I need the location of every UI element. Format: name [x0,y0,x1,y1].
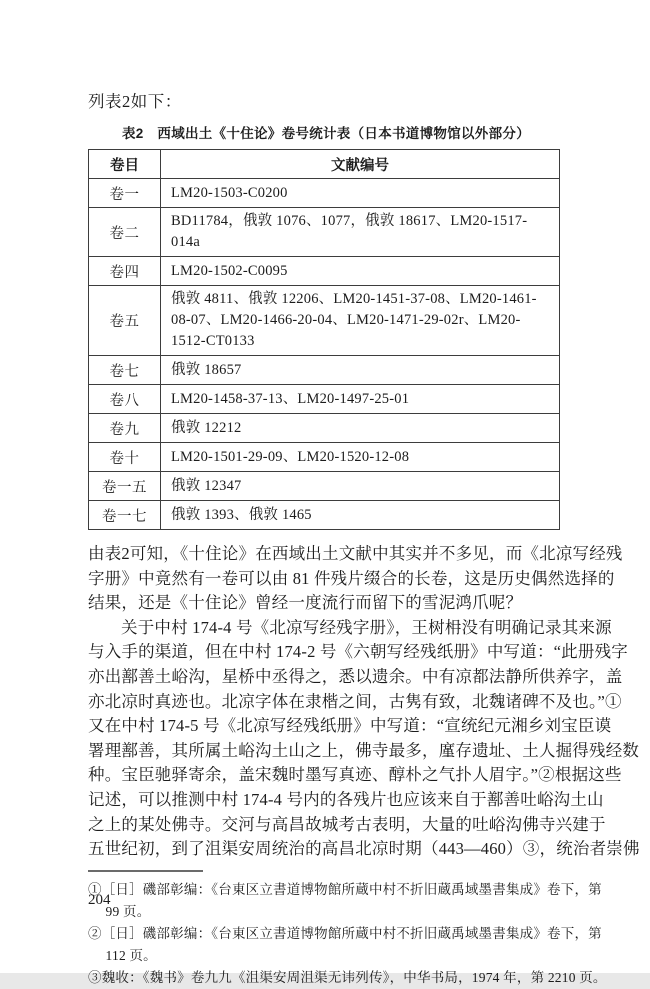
volume-cell: 卷四 [89,257,161,286]
volume-cell: 卷一五 [89,472,161,501]
table-caption: 表2 西域出土《十住论》卷号统计表（日本书道博物馆以外部分） [121,126,530,141]
paragraph-1-line: 由表2可知，《十住论》在西域出土文献中其实并不多见，而《北凉写经残 [88,544,623,563]
table-row [89,257,560,286]
volume-cell: 卷八 [89,385,161,414]
paragraph-2-line: 记述，可以推测中村 174-4 号内的各残片也应该来自于鄯善吐峪沟土山 [88,789,604,809]
ids-cell: 俄敦 12347 [161,472,560,501]
volume-cell: 卷七 [89,356,161,385]
paragraph-2-line: 亦出鄯善土峪沟，星桥中丞得之，悉以遗余。中有凉都法静所供养字，盖 [88,666,623,686]
table-row [89,414,560,443]
page-number: 204 [88,892,111,908]
paragraph-2-line: 五世纪初，到了沮渠安周统治的高昌北凉时期（443—460）③，统治者崇佛 [88,839,640,859]
table-row [89,443,560,472]
footnote-separator [88,870,203,872]
ids-cell: LM20-1501-29-09、LM20-1520-12-08 [161,443,560,472]
footnote-2-continuation: 112 页。 [105,947,157,963]
ids-cell: 俄敦 12212 [161,414,560,443]
paragraph-2-line: 之上的某处佛寺。交河与高昌故城考古表明，大量的吐峪沟佛寺兴建于 [88,814,606,834]
paragraph-2-line: 署理鄯善，其所属土峪沟土山之上，佛寺最多，廑存遗址、土人掘得残经数 [88,740,640,760]
ids-cell: 俄敦 18657 [161,356,560,385]
paragraph-1-line: 字册》中竟然有一卷可以由 81 件残片缀合的长卷，这是历史偶然选择的 [88,568,615,588]
intro-text: 列表2如下： [88,92,182,111]
table-row [89,179,560,208]
paragraph-2-line: 与入手的渠道，但在中村 174-2 号《六朝写经残纸册》中写道：“此册残字 [88,642,628,662]
col-header-volume: 卷目 [89,150,161,179]
paragraph-1-line: 结果，还是《十住论》曾经一度流行而留下的雪泥鸿爪呢？ [88,593,523,613]
paragraph-2-line: 关于中村 174-4 号《北凉写经残字册》，王树枏没有明确记录其来源 [121,617,612,637]
volume-cell: 卷二 [89,208,161,257]
table-row [89,356,560,385]
paragraph-2-line: 又在中村 174-5 号《北凉写经残纸册》中写道：“宣统纪元湘乡刘宝臣谟 [88,716,612,736]
footnotes [88,879,607,989]
table-row [89,472,560,501]
volume-cell: 卷一 [89,179,161,208]
table-row [89,501,560,530]
ids-cell: LM20-1503-C0200 [161,179,560,208]
ids-cell: LM20-1458-37-13、LM20-1497-25-01 [161,385,560,414]
manuscript-table [88,149,560,530]
table-row [89,286,560,356]
table-row [89,385,560,414]
ids-cell: LM20-1502-C0095 [161,257,560,286]
footnote-1-continuation: 99 页。 [105,903,151,919]
volume-cell: 卷五 [89,286,161,356]
volume-cell: 卷一七 [89,501,161,530]
paragraph-2-line: 种。宝臣驰驿寄余，盖宋魏时墨写真迹、醇朴之气扑人眉宇。”②根据这些 [88,765,622,785]
ids-cell: BD11784，俄敦 1076、1077，俄敦 18617、LM20-1517-014a [161,208,560,257]
ids-cell: 俄敦 4811、俄敦 12206、LM20-1451-37-08、LM20-1461-08-07、LM20-1466-20-04、LM20-1471-29-02r、LM20-1512-CT0133 [161,286,560,356]
footnote-2-line: ②［日］磯部彰编：《台東区立書道博物館所蔵中村不折旧蔵禹域墨書集成》卷下，第 [88,925,602,941]
table-row [89,208,560,257]
body-text [88,542,640,862]
footnote-3-line: ③魏收：《魏书》卷九九《沮渠安周沮渠无讳列传》，中华书局，1974 年，第 2210 页。 [88,969,607,985]
paragraph-2-line: 亦北凉时真迹也。北凉字体在隶楷之间，古隽有致，北魏诸碑不及也。”① [88,691,622,711]
table-header-row [89,150,560,179]
footnote-1-line: ①［日］磯部彰编：《台東区立書道博物館所蔵中村不折旧蔵禹域墨書集成》卷下，第 [88,881,602,897]
col-header-document-id: 文献编号 [161,150,560,179]
volume-cell: 卷十 [89,443,161,472]
volume-cell: 卷九 [89,414,161,443]
ids-cell: 俄敦 1393、俄敦 1465 [161,501,560,530]
page-content [88,90,640,989]
